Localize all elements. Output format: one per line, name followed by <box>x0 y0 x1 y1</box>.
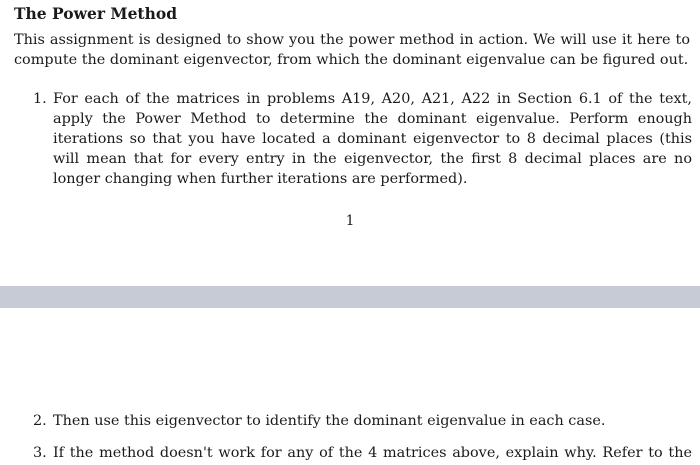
list-item-text: Then use this eigenvector to identify the dominant eigenvalue in each case. <box>53 413 606 429</box>
page-2 <box>0 308 700 465</box>
list-item-text: For each of the matrices in problems A19, A20, A21, A22 in Section 6.1 of the text, apply the Power Method to determine the dominant eigenvalue. Perform enough iterations so that you have located a dominant eigenvector to 8 decimal places (this will mean that for every entry in the eigenvector, the first 8 decimal places are no longer changing when further iterations are performed). <box>53 91 692 187</box>
intro-paragraph: This assignment is designed to show you the power method in action. We will use it here to compute the dominant eigenvector, from which the dominant eigenvalue can be figured out. <box>14 32 690 68</box>
list-item-number: 1. <box>33 91 47 107</box>
page-number: 1 <box>345 213 355 229</box>
list-item-1 <box>33 89 692 199</box>
list-item-text: If the method doesn't work for any of the 4 matrices above, explain why. Refer to the <box>53 445 692 461</box>
list-item-number: 3. <box>33 445 47 461</box>
list-item-2 <box>33 411 692 433</box>
list-item-3 <box>33 443 692 465</box>
section-heading: The Power Method <box>14 4 178 23</box>
page-separator <box>0 286 700 308</box>
list-item-number: 2. <box>33 413 47 429</box>
